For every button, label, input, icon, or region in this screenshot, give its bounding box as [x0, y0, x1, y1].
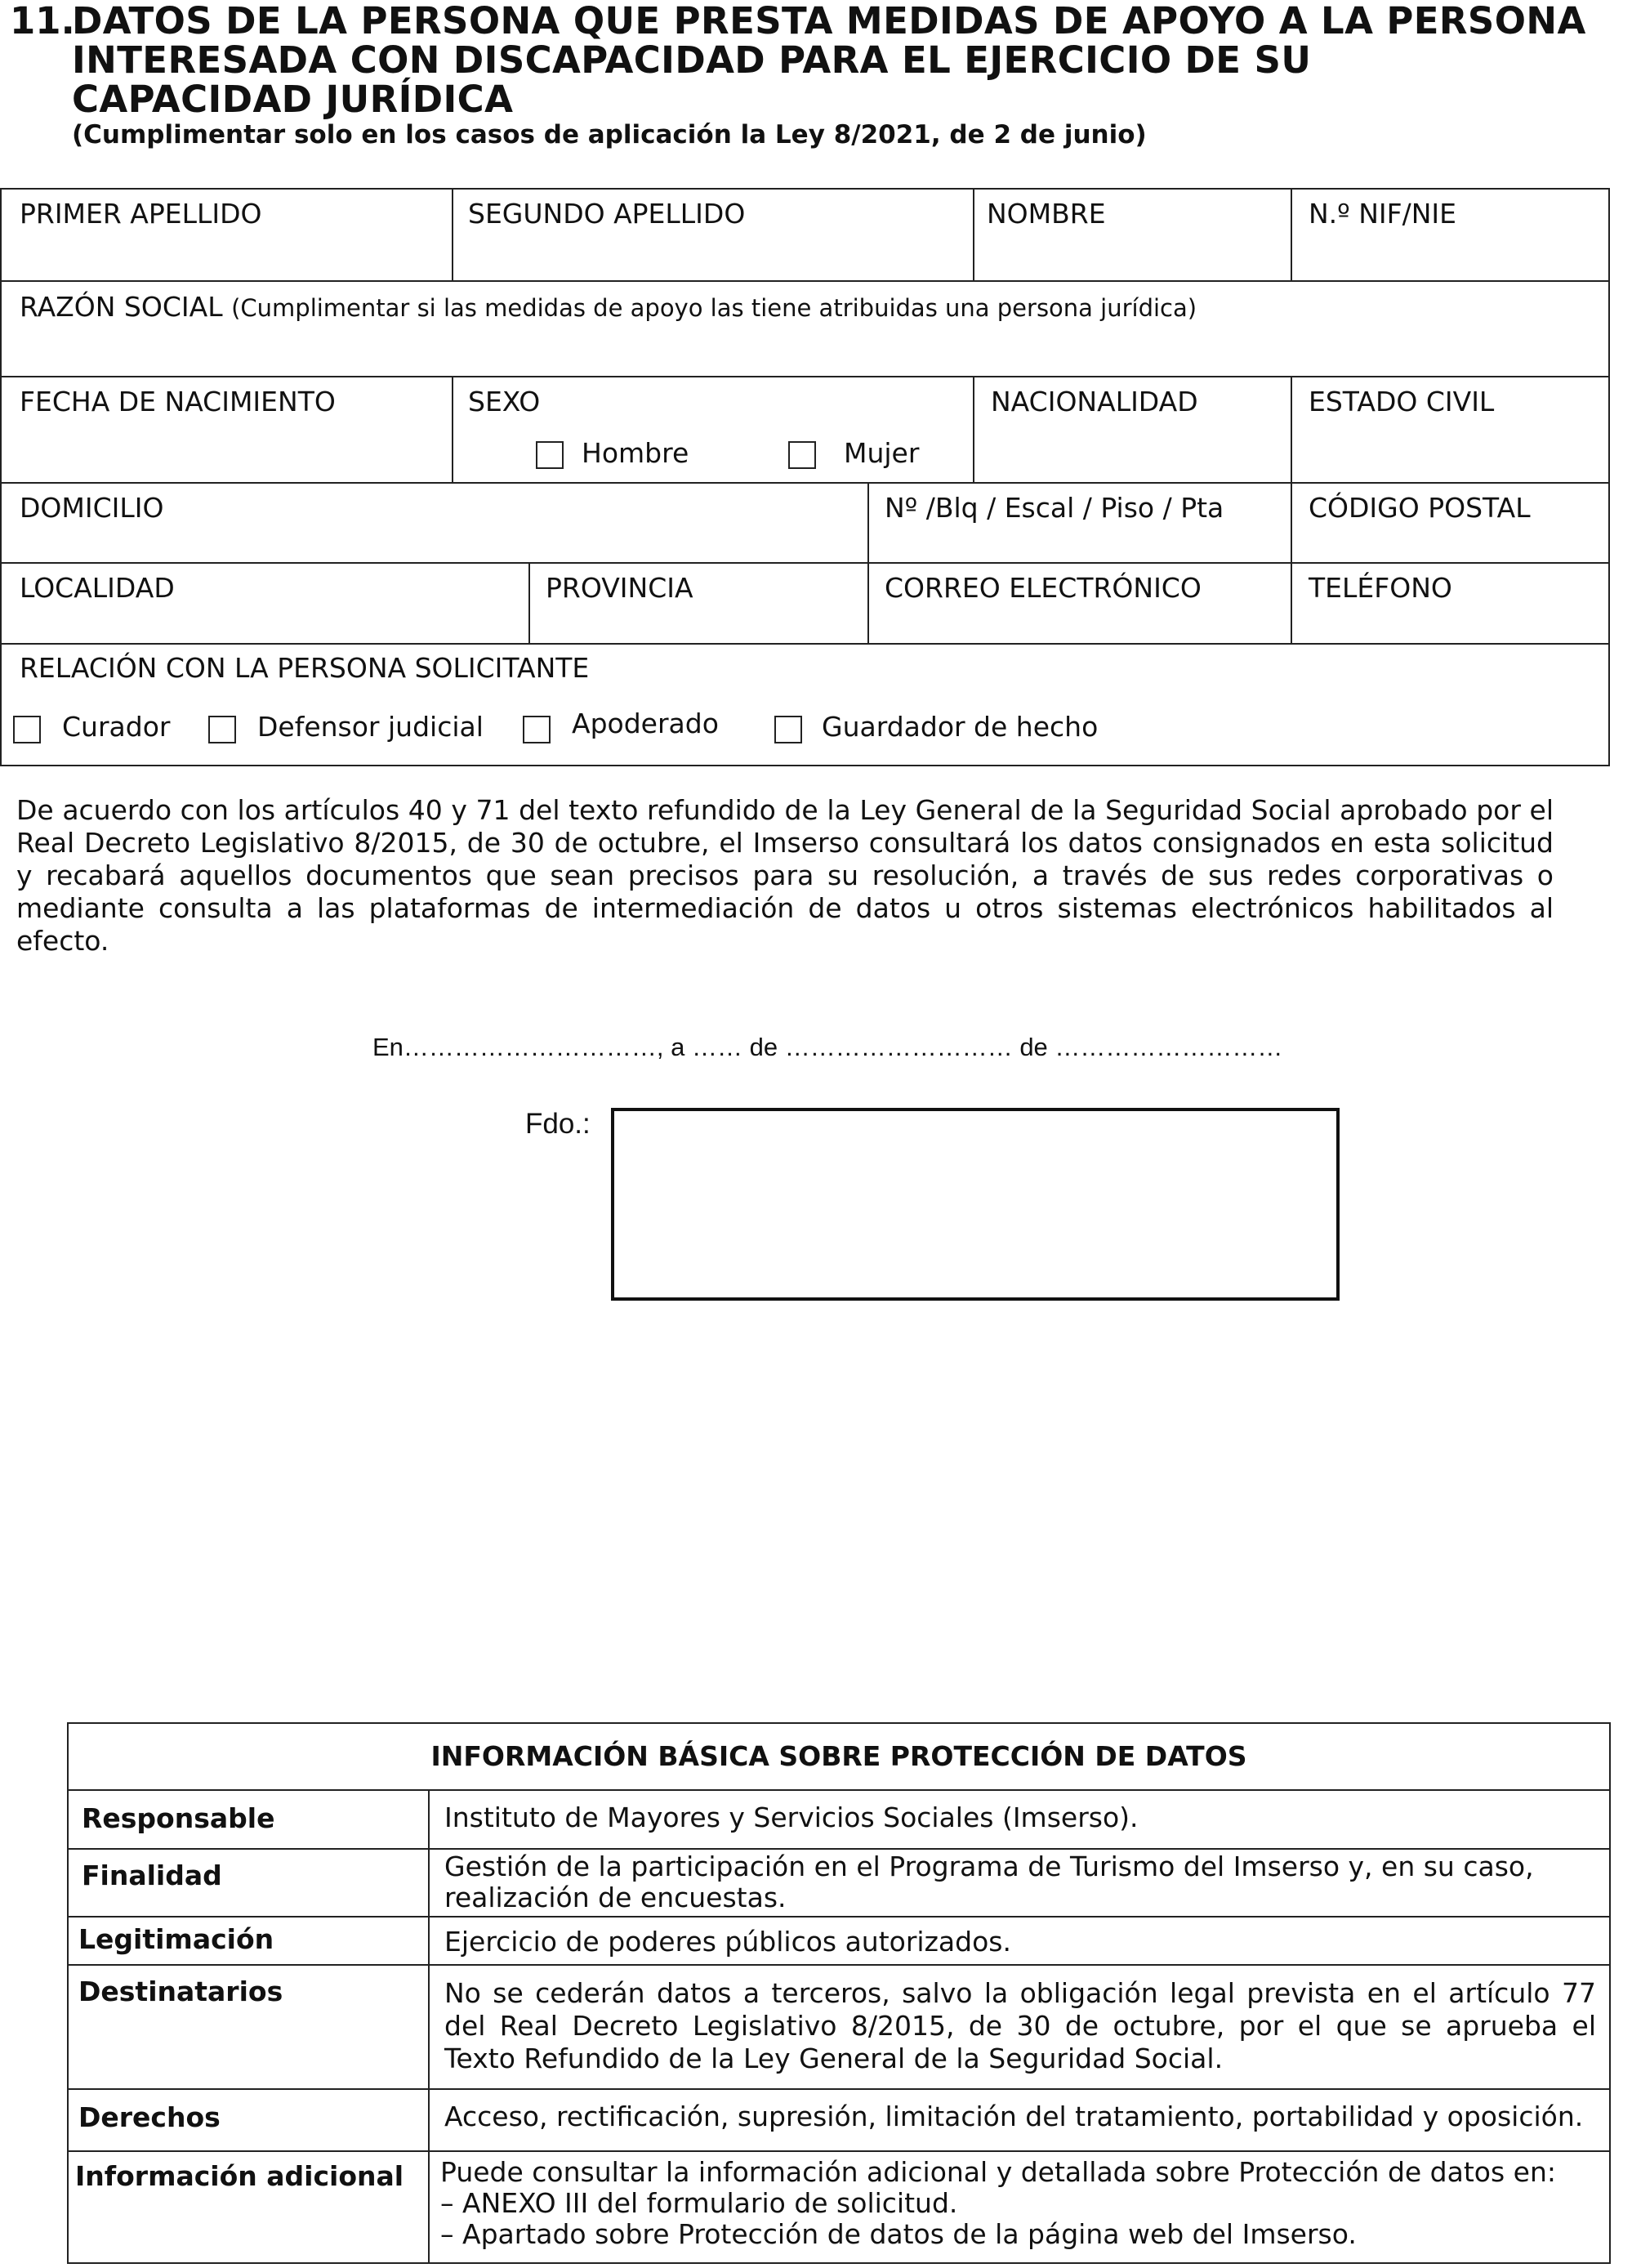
dp-key-responsable: Responsable — [82, 1802, 275, 1834]
col-divider — [452, 376, 453, 482]
dp-key-informacion-adicional: Información adicional — [75, 2160, 404, 2192]
data-protection-title: INFORMACIÓN BÁSICA SOBRE PROTECCIÓN DE DATOS — [430, 1740, 1247, 1772]
row-divider — [69, 1789, 1609, 1791]
mujer-checkbox[interactable] — [788, 441, 816, 469]
col-divider — [1291, 562, 1292, 643]
support-person-form — [0, 188, 1610, 766]
signature-box[interactable] — [611, 1108, 1340, 1301]
row-divider — [69, 2150, 1609, 2152]
dp-info-item: – ANEXO III del formulario de solicitud. — [440, 2187, 958, 2219]
dp-value-destinatarios: No se cederán datos a terceros, salvo la obligación legal prevista en el artículo 77 del Real Decreto Legislativo 8/2015, de 30 de octubre, por el que se aprueba el Texto Refundido de la Ley General de la Seguridad Social. — [444, 1977, 1596, 2074]
estado-civil-field[interactable]: ESTADO CIVIL — [1309, 386, 1495, 417]
col-divider — [428, 1789, 430, 2262]
razon-social-field[interactable] — [20, 291, 1197, 324]
domicilio-field[interactable]: DOMICILIO — [20, 492, 164, 524]
row-divider — [69, 1916, 1609, 1918]
section-title — [72, 2, 1586, 119]
data-protection-table — [67, 1722, 1611, 2264]
defensor-judicial-label: Defensor judicial — [257, 711, 484, 743]
dp-value-finalidad: Gestión de la participación en el Programa de Turismo del Imserso y, en su caso, realización de encuestas. — [444, 1851, 1534, 1913]
dp-value-informacion-adicional — [440, 2157, 1588, 2250]
correo-field[interactable]: CORREO ELECTRÓNICO — [885, 572, 1202, 604]
codigo-postal-field[interactable]: CÓDIGO POSTAL — [1309, 492, 1531, 524]
col-divider — [867, 562, 869, 643]
col-divider — [452, 190, 453, 280]
row-divider — [2, 482, 1608, 484]
col-divider — [1291, 190, 1292, 280]
razon-social-label: RAZÓN SOCIAL — [20, 291, 223, 323]
col-divider — [973, 376, 974, 482]
dp-value-responsable: Instituto de Mayores y Servicios Sociales (Imserso). — [444, 1801, 1139, 1833]
col-divider — [1291, 376, 1292, 482]
signature-label: Fdo.: — [525, 1108, 591, 1140]
legal-consultation-text: De acuerdo con los artículos 40 y 71 del texto refundido de la Ley General de la Seguridad Social aprobado por el Real Decreto Legislativo 8/2015, de 30 de octubre, el Imserso consultará los datos consignados en esta solicitud y recabará aquellos documentos que sean precisos para su resolución, a través de sus redes corporativas o mediante consulta a las plataformas de intermediación de datos u otros sistemas electrónicos habilitados al efecto. — [16, 794, 1554, 957]
col-divider — [867, 482, 869, 562]
col-divider — [973, 190, 974, 280]
row-divider — [69, 1848, 1609, 1850]
dp-info-intro: Puede consultar la información adicional y detallada sobre Protección de datos en: — [440, 2156, 1557, 2188]
apoderado-checkbox[interactable] — [523, 716, 551, 743]
dp-key-legitimacion: Legitimación — [78, 1923, 274, 1955]
nombre-field[interactable]: NOMBRE — [987, 198, 1106, 230]
sexo-label: SEXO — [468, 386, 541, 417]
section-number: 11. — [10, 0, 75, 42]
hombre-checkbox[interactable] — [536, 441, 564, 469]
dp-key-destinatarios: Destinatarios — [78, 1976, 283, 2007]
apoderado-label: Apoderado — [572, 708, 719, 739]
relacion-label: RELACIÓN CON LA PERSONA SOLICITANTE — [20, 652, 590, 684]
razon-social-note: (Cumplimentar si las medidas de apoyo las tiene atribuidas una persona jurídica) — [231, 294, 1197, 322]
defensor-judicial-checkbox[interactable] — [208, 716, 236, 743]
fecha-nacimiento-field[interactable]: FECHA DE NACIMIENTO — [20, 386, 336, 417]
section-title-line: CAPACIDAD JURÍDICA — [72, 78, 514, 121]
row-divider — [2, 562, 1608, 564]
section-note: (Cumplimentar solo en los casos de aplicación la Ley 8/2021, de 2 de junio) — [72, 120, 1147, 150]
guardador-de-hecho-label: Guardador de hecho — [822, 711, 1099, 743]
row-divider — [2, 643, 1608, 645]
section-title-line: DATOS DE LA PERSONA QUE PRESTA MEDIDAS DE APOYO A LA PERSONA — [72, 0, 1586, 42]
row-divider — [69, 2088, 1609, 2090]
dp-key-finalidad: Finalidad — [82, 1859, 222, 1891]
row-divider — [2, 376, 1608, 377]
row-divider — [2, 280, 1608, 282]
place-date-line[interactable]: En…………………………, a …… de ……………………… de ……………………… — [372, 1033, 1283, 1061]
provincia-field[interactable]: PROVINCIA — [546, 572, 693, 604]
numero-piso-field[interactable]: Nº /Blq / Escal / Piso / Pta — [885, 492, 1224, 524]
dp-value-legitimacion: Ejercicio de poderes públicos autorizados. — [444, 1926, 1011, 1958]
curador-label: Curador — [62, 711, 171, 743]
dp-key-derechos: Derechos — [78, 2101, 221, 2133]
curador-checkbox[interactable] — [13, 716, 41, 743]
telefono-field[interactable]: TELÉFONO — [1309, 572, 1452, 604]
dp-info-item: – Apartado sobre Protección de datos de la página web del Imserso. — [440, 2218, 1357, 2250]
guardador-de-hecho-checkbox[interactable] — [774, 716, 802, 743]
section-title-line: INTERESADA CON DISCAPACIDAD PARA EL EJERCICIO DE SU — [72, 38, 1312, 82]
row-divider — [69, 1964, 1609, 1966]
nacionalidad-field[interactable]: NACIONALIDAD — [991, 386, 1198, 417]
nif-field[interactable]: N.º NIF/NIE — [1309, 198, 1457, 230]
segundo-apellido-field[interactable]: SEGUNDO APELLIDO — [468, 198, 746, 230]
mujer-label: Mujer — [844, 437, 920, 469]
col-divider — [528, 562, 530, 643]
hombre-label: Hombre — [582, 437, 689, 469]
col-divider — [1291, 482, 1292, 562]
dp-value-derechos: Acceso, rectificación, supresión, limitación del tratamiento, portabilidad y oposición. — [444, 2101, 1584, 2132]
primer-apellido-field[interactable]: PRIMER APELLIDO — [20, 198, 262, 230]
localidad-field[interactable]: LOCALIDAD — [20, 572, 175, 604]
